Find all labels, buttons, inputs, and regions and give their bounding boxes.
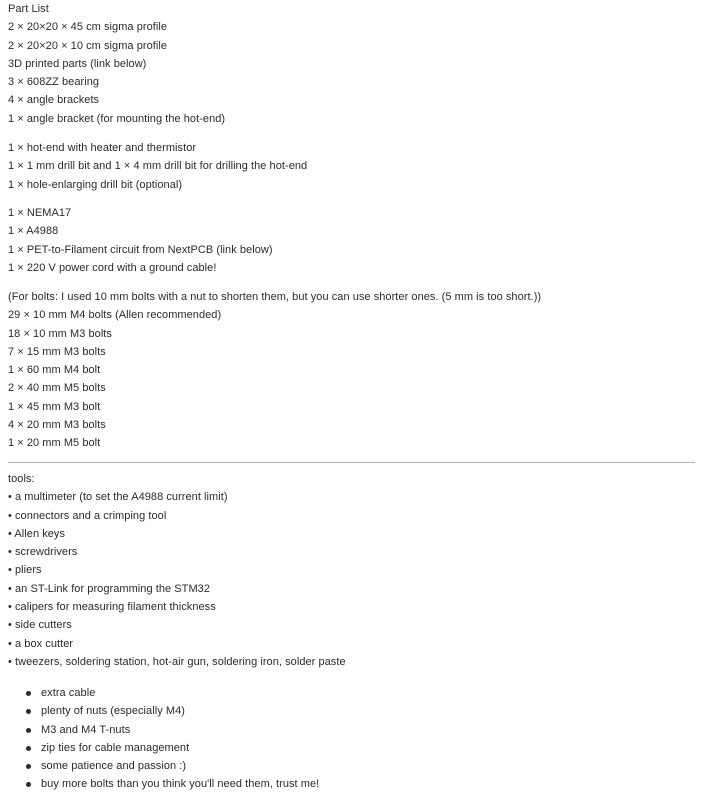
part-list-item: 3 × 608ZZ bearing [8,76,100,89]
part-list-item: 4 × angle brackets [8,94,100,107]
part-list-item: 2 × 20×20 × 10 cm sigma profile [8,39,168,52]
extras-item-label: some patience and passion :) [41,760,187,773]
extras-item-label: buy more bolts than you think you'll need them, trust me! [41,778,320,791]
extras-list-item [0,721,319,739]
bullet-dot-icon [26,691,31,696]
part-list-item: 7 × 15 mm M3 bolts [8,345,106,358]
bullet-dot-icon [26,782,31,787]
part-list-item: 29 × 10 mm M4 bolts (Allen recommended) [8,309,222,322]
part-list-item: 2 × 40 mm M5 bolts [8,382,106,395]
extras-item-label: zip ties for cable management [41,741,190,754]
part-list-item: 1 × 220 V power cord with a ground cable! [8,261,217,274]
part-list-item: 1 × 45 mm M3 bolt [8,400,101,413]
part-list-item: 1 × A4988 [8,225,59,238]
part-list-item: 1 × PET-to-Filament circuit from NextPCB (link below) [8,243,273,256]
extras-list-item [0,739,319,757]
part-list-group-2 [8,139,307,194]
part-list-item: 3D printed parts (link below) [8,57,147,70]
part-list-group-1 [8,0,225,128]
tools-item: • Allen keys [8,527,66,540]
bullet-dot-icon [26,764,31,769]
part-list-item: 1 × 60 mm M4 bolt [8,364,101,377]
tools-item: • a multimeter (to set the A4988 current limit) [8,491,228,504]
tools-item: • pliers [8,564,42,577]
extras-list-item [0,684,319,702]
tools-item: • a box cutter [8,637,74,650]
section-divider [8,462,695,463]
part-list-item: 18 × 10 mm M3 bolts [8,327,112,340]
extras-item-label: extra cable [41,687,96,699]
tools-title: tools: [8,473,35,485]
extras-item-label: plenty of nuts (especially M4) [41,705,185,718]
part-list-item: 4 × 20 mm M3 bolts [8,419,106,432]
extras-item-label: M3 and M4 T-nuts [41,723,131,736]
tools-item: • connectors and a crimping tool [8,509,167,522]
bullet-dot-icon [26,709,31,714]
bullet-dot-icon [26,746,31,751]
bolts-note: (For bolts: I used 10 mm bolts with a nut to shorten them, but you can use shorter ones. (5 mm is too short.)) [8,291,542,303]
part-list-item: 1 × angle bracket (for mounting the hot-end) [8,112,226,125]
tools-section [8,470,346,671]
part-list-item: 1 × hot-end with heater and thermistor [8,142,197,154]
part-list-group-bolts [8,288,541,453]
part-list-item: 2 × 20×20 × 45 cm sigma profile [8,21,168,34]
tools-item: • screwdrivers [8,546,78,559]
extras-list-item [0,775,319,793]
tools-item: • tweezers, soldering station, hot-air gun, soldering iron, solder paste [8,655,346,668]
extras-list-item [0,757,319,775]
part-list-item: 1 × hole-enlarging drill bit (optional) [8,178,183,191]
extras-list-item [0,702,319,720]
tools-item: • calipers for measuring filament thickness [8,601,216,614]
part-list-title: Part List [8,3,49,15]
extras-list [0,684,319,794]
tools-item: • an ST-Link for programming the STM32 [8,582,210,595]
part-list-group-3 [8,204,273,277]
part-list-item: 1 × 1 mm drill bit and 1 × 4 mm drill bit for drilling the hot-end [8,160,308,173]
part-list-item: 1 × NEMA17 [8,207,72,219]
bullet-dot-icon [26,728,31,733]
tools-item: • side cutters [8,619,72,632]
part-list-item: 1 × 20 mm M5 bolt [8,437,101,450]
